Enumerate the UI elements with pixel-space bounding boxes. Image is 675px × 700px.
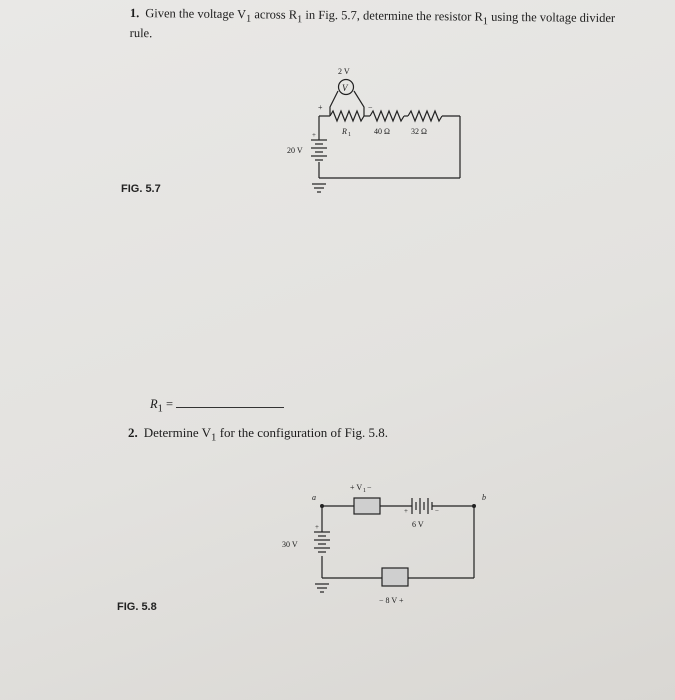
fig57-meter-plus: + [318, 103, 323, 112]
fig58-source-left-plus: + [315, 523, 319, 531]
fig58-source-left-label: 30 V [282, 540, 298, 549]
fig57-source-plus: + [312, 131, 316, 139]
problem-2 [128, 425, 388, 444]
problem-1-text-d: using the voltage divider rule. [129, 9, 616, 40]
fig58-v1-minus: − [367, 483, 372, 492]
answer-equals: = [165, 397, 174, 411]
fig57-meter-reading: 2 V [338, 67, 350, 76]
answer-r1-symbol: R [150, 397, 158, 411]
fig57-meter-lead-right [354, 91, 364, 116]
problem-1-text-c: in Fig. 5.7, determine the resistor R [302, 7, 483, 24]
fig57-source-label: 20 V [287, 146, 303, 155]
fig57-resistor-40 [370, 111, 404, 121]
problem-2-text-a: Determine V [143, 425, 212, 440]
fig57-r2-label: 40 Ω [374, 127, 390, 136]
fig58-element-v1 [354, 498, 380, 514]
problem-1-sub-3: 1 [482, 16, 489, 28]
fig57-r3-label: 32 Ω [411, 127, 427, 136]
fig58-src6-plus: + [404, 507, 408, 515]
fig58-node-b: b [482, 493, 486, 502]
problem-1-text-b: across R [251, 7, 298, 22]
problem-1-text-a: Given the voltage V [145, 6, 247, 22]
fig-5-7-label: FIG. 5.7 [121, 183, 161, 195]
fig57-meter-minus: − [368, 103, 373, 112]
fig58-v1-sub: 1 [363, 488, 366, 494]
fig57-resistor-32 [408, 111, 442, 121]
problem-1-sub-1: 1 [245, 13, 252, 25]
fig58-source-right-label: 6 V [412, 520, 424, 529]
problem-2-number: 2. [128, 425, 138, 440]
answer-blank-line [176, 407, 284, 408]
fig58-battery-6v [412, 498, 432, 514]
fig57-battery-20v [311, 140, 327, 160]
fig58-element-8v [382, 568, 408, 586]
fig-5-8-label: FIG. 5.8 [117, 601, 157, 613]
fig58-node-a: a [312, 493, 316, 502]
fig58-node-b-dot [472, 504, 476, 508]
fig57-ground-symbol [312, 184, 326, 192]
fig57-r1-label: R [342, 127, 347, 136]
fig57-r1-sub: 1 [348, 132, 351, 138]
answer-r1 [150, 397, 173, 415]
problem-1-sub-2: 1 [297, 14, 303, 26]
fig58-battery-30v [314, 532, 330, 552]
fig57-meter-symbol: V [342, 83, 348, 93]
problem-1-number: 1. [129, 6, 140, 21]
fig58-ground-symbol [315, 584, 329, 592]
problem-2-sub: 1 [211, 431, 217, 444]
problem-2-text-b: for the configuration of Fig. 5.8. [216, 425, 388, 440]
fig58-v1-label: + V [350, 483, 363, 492]
fig58-node-a-dot [320, 504, 324, 508]
fig58-src6-minus: − [435, 507, 439, 515]
fig58-bottom-label: − 8 V + [379, 596, 404, 605]
answer-r1-sub: 1 [157, 403, 163, 415]
fig57-resistor-r1 [330, 111, 364, 121]
